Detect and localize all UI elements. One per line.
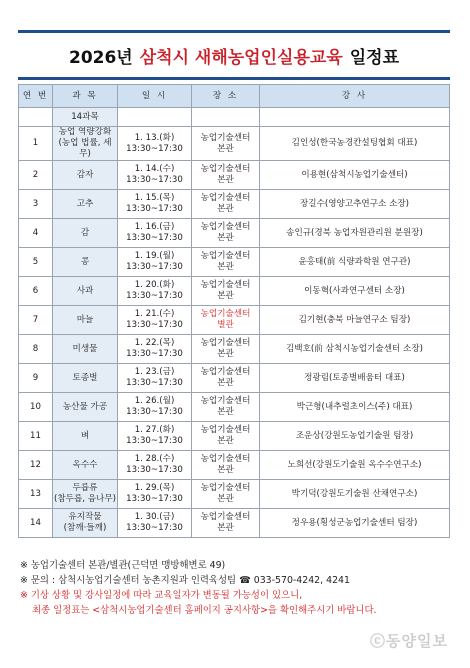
row-datetime: [118, 277, 192, 306]
row-time: 13:30~17:30: [126, 175, 183, 185]
subject-count-blank: [192, 108, 260, 127]
row-date: 1. 19.(월): [134, 251, 175, 261]
note-location: ※ 농업기술센터 본관/별관(근덕면 맹방해변로 49): [20, 560, 226, 571]
row-no: 3: [19, 190, 53, 219]
row-instructor: 박기덕(강원도기술원 산채연구소): [260, 480, 450, 509]
row-time: 13:30~17:30: [126, 262, 183, 272]
row-time: 13:30~17:30: [126, 523, 183, 533]
title-band: [18, 30, 450, 80]
row-time: 13:30~17:30: [126, 233, 183, 243]
subject-count-blank: [260, 108, 450, 127]
row-subject: 토종벌: [53, 364, 118, 393]
row-datetime: [118, 364, 192, 393]
row-date: 1. 30.(금): [134, 512, 175, 522]
row-instructor: 정우용(횡성군농업기술센터 팀장): [260, 509, 450, 538]
table-row: [19, 509, 450, 538]
row-no: 5: [19, 248, 53, 277]
table-row: [19, 335, 450, 364]
row-time: 13:30~17:30: [126, 320, 183, 330]
notes: [20, 558, 460, 618]
title-year: 2026년: [68, 47, 133, 68]
row-instructor: 김인성(한국농경칸설팅협회 대표): [260, 127, 450, 161]
table-row: [19, 422, 450, 451]
row-time: 13:30~17:30: [126, 465, 183, 475]
row-datetime: [118, 127, 192, 161]
row-subject: 콩: [53, 248, 118, 277]
row-instructor: 장길수(영양고추연구소 소장): [260, 190, 450, 219]
row-no: 8: [19, 335, 53, 364]
row-place: 농업기술센터 본관: [192, 335, 260, 364]
row-place: 농업기술센터 본관: [192, 422, 260, 451]
row-place: 농업기술센터 본관: [192, 364, 260, 393]
subject-count-blank: [19, 108, 53, 127]
row-time: 13:30~17:30: [126, 349, 183, 359]
row-instructor: 노희선(강원도기술원 옥수수연구소): [260, 451, 450, 480]
row-date: 1. 29.(목): [134, 483, 175, 493]
row-date: 1. 26.(월): [134, 396, 175, 406]
note-warning-2: 최종 일정표는 <삼척시농업기술센터 홈페이지 공지사항>을 확인해주시기 바랍니다.: [32, 605, 377, 616]
row-place: 농업기술센터 본관: [192, 480, 260, 509]
row-time: 13:30~17:30: [126, 204, 183, 214]
row-no: 1: [19, 127, 53, 161]
row-date: 1. 13.(화): [134, 132, 175, 143]
schedule-table: [18, 84, 450, 538]
note-warning-1: ※ 기상 상황 및 강사일정에 따라 교육일자가 변동될 가능성이 있으니,: [20, 590, 303, 601]
row-no: 6: [19, 277, 53, 306]
table-row: [19, 393, 450, 422]
header-subject: 과 목: [53, 85, 118, 108]
row-place: 농업기술센터 본관: [192, 127, 260, 161]
row-no: 14: [19, 509, 53, 538]
row-place: 농업기술센터 본관: [192, 190, 260, 219]
table-row: [19, 190, 450, 219]
row-place: 농업기술센터 본관: [192, 277, 260, 306]
row-instructor: 이동혁(사과연구센터 소장): [260, 277, 450, 306]
row-instructor: 박근형(내추럴초이스(주) 대표): [260, 393, 450, 422]
row-subject: 미생물: [53, 335, 118, 364]
row-datetime: [118, 509, 192, 538]
row-datetime: [118, 161, 192, 190]
table-row: [19, 161, 450, 190]
table-row: [19, 248, 450, 277]
row-no: 2: [19, 161, 53, 190]
row-place: 농업기술센터 본관: [192, 161, 260, 190]
row-place: 농업기술센터 본관: [192, 393, 260, 422]
row-subject: 벼: [53, 422, 118, 451]
table-row: [19, 364, 450, 393]
row-subject: 농산물 가공: [53, 393, 118, 422]
row-subject: 농업 역량강화 (농업 법률, 세무): [53, 127, 118, 161]
row-no: 12: [19, 451, 53, 480]
row-time: 13:30~17:30: [126, 291, 183, 301]
row-datetime: [118, 219, 192, 248]
row-date: 1. 27.(화): [134, 425, 175, 435]
row-subject: 유지작물 (참깨·들깨): [53, 509, 118, 538]
title-program: 삼척시 새해농업인실용교육: [139, 47, 343, 68]
row-subject: 옥수수: [53, 451, 118, 480]
row-instructor: 김백호(前 삼척시농업기술센터 소장): [260, 335, 450, 364]
title-suffix: 일정표: [349, 47, 399, 68]
row-instructor: 송인규(경북 농업자원관리원 분원장): [260, 219, 450, 248]
row-instructor: 김기현(충북 마늘연구소 팀장): [260, 306, 450, 335]
row-datetime: [118, 422, 192, 451]
row-no: 10: [19, 393, 53, 422]
row-datetime: [118, 393, 192, 422]
row-datetime: [118, 248, 192, 277]
table-row: [19, 127, 450, 161]
table-row: [19, 451, 450, 480]
row-time: 13:30~17:30: [126, 436, 183, 446]
row-place: 농업기술센터 본관: [192, 509, 260, 538]
table-row: [19, 219, 450, 248]
row-datetime: [118, 335, 192, 364]
row-time: 13:30~17:30: [126, 143, 183, 154]
note-contact: ※ 문의 : 삼척시농업기술센터 농촌지원과 인력육성팀 ☎ 033-570-4242, 4241: [20, 575, 350, 586]
row-date: 1. 23.(금): [134, 367, 175, 377]
row-place: 농업기술센터 본관: [192, 451, 260, 480]
row-no: 13: [19, 480, 53, 509]
row-date: 1. 20.(화): [134, 280, 175, 290]
subject-count-blank: [118, 108, 192, 127]
row-subject: 감: [53, 219, 118, 248]
row-instructor: 조운상(강원도농업기술원 팀장): [260, 422, 450, 451]
row-no: 7: [19, 306, 53, 335]
row-datetime: [118, 306, 192, 335]
row-instructor: 윤홍태(前 식량과학원 연구관): [260, 248, 450, 277]
row-datetime: [118, 451, 192, 480]
table-row: [19, 277, 450, 306]
row-instructor: 정광림(토종벌배움터 대표): [260, 364, 450, 393]
row-no: 4: [19, 219, 53, 248]
table-row: [19, 306, 450, 335]
row-subject: 고추: [53, 190, 118, 219]
row-time: 13:30~17:30: [126, 494, 183, 504]
header-no: 연 번: [19, 85, 53, 108]
row-date: 1. 14.(수): [134, 164, 175, 174]
watermark-logo: ⓒ동양일보: [370, 632, 448, 650]
row-instructor: 이용현(삼척시농업기술센터): [260, 161, 450, 190]
row-datetime: [118, 480, 192, 509]
subject-count: 14과목: [53, 108, 118, 127]
row-date: 1. 22.(목): [134, 338, 175, 348]
row-date: 1. 15.(목): [134, 193, 175, 203]
table-header-row: [19, 85, 450, 108]
row-date: 1. 28.(수): [134, 454, 175, 464]
row-place: 농업기술센터 본관: [192, 248, 260, 277]
row-no: 11: [19, 422, 53, 451]
row-subject: 감자: [53, 161, 118, 190]
row-time: 13:30~17:30: [126, 407, 183, 417]
header-place: 장 소: [192, 85, 260, 108]
row-time: 13:30~17:30: [126, 378, 183, 388]
row-subject: 마늘: [53, 306, 118, 335]
row-no: 9: [19, 364, 53, 393]
row-date: 1. 16.(금): [134, 222, 175, 232]
row-date: 1. 21.(수): [134, 309, 175, 319]
header-datetime: 일 시: [118, 85, 192, 108]
row-place: 농업기술센터 별관: [192, 306, 260, 335]
header-instructor: 강 사: [260, 85, 450, 108]
table-row: [19, 480, 450, 509]
row-subject: 사과: [53, 277, 118, 306]
subject-count-row: [19, 108, 450, 127]
row-datetime: [118, 190, 192, 219]
row-subject: 두릅류 (참두릅, 음나무): [53, 480, 118, 509]
row-place: 농업기술센터 본관: [192, 219, 260, 248]
